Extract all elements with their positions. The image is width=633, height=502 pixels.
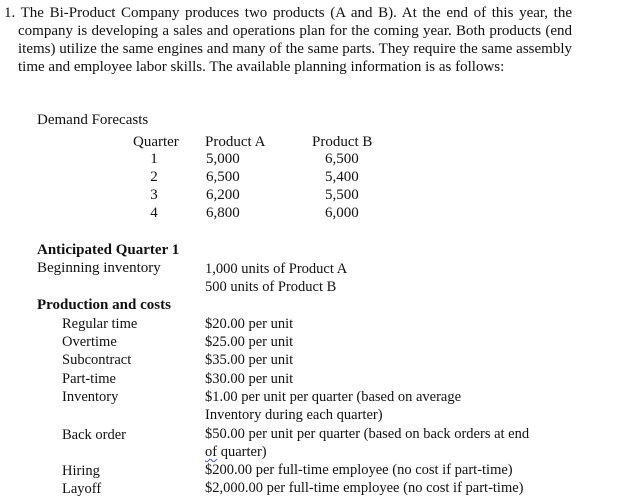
product-a-cell: 6,800 xyxy=(206,205,240,221)
cost-value-continued-text: quarter) xyxy=(217,444,267,460)
cost-value: $25.00 per unit xyxy=(205,334,294,350)
costs-title: Production and costs xyxy=(37,297,171,313)
quarter-cell: 2 xyxy=(150,169,158,185)
cost-label: Part-time xyxy=(62,371,116,387)
cost-label: Subcontract xyxy=(62,352,132,368)
product-b-header: Product B xyxy=(312,134,373,150)
cost-value: $35.00 per unit xyxy=(205,352,294,368)
cost-label: Hiring xyxy=(62,463,100,479)
inventory-value-a: 1,000 units of Product A xyxy=(205,261,348,277)
cost-value: $1.00 per unit per quarter (based on average xyxy=(205,389,462,405)
quarter-cell: 4 xyxy=(150,205,158,221)
product-b-cell: 5,500 xyxy=(325,187,359,203)
inventory-title: Anticipated Quarter 1 xyxy=(37,242,180,258)
cost-label: Overtime xyxy=(62,334,117,350)
quarter-cell: 1 xyxy=(150,151,158,167)
quarter-cell: 3 xyxy=(150,187,158,203)
cost-value-continued: Inventory during each quarter) xyxy=(205,407,383,423)
product-b-cell: 6,500 xyxy=(325,151,359,167)
problem-intro xyxy=(4,4,572,76)
cost-value: $50.00 per unit per quarter (based on back orders at end xyxy=(205,426,530,442)
product-a-cell: 5,000 xyxy=(206,151,240,167)
cost-label: Inventory xyxy=(62,389,119,405)
cost-value-continued xyxy=(205,444,267,461)
cost-label: Regular time xyxy=(62,316,138,332)
product-a-cell: 6,200 xyxy=(206,187,240,203)
cost-label: Layoff xyxy=(62,481,102,497)
demand-title: Demand Forecasts xyxy=(37,112,149,128)
cost-value: $2,000.00 per full-time employee (no cost if part-time) xyxy=(205,480,524,496)
product-b-cell: 6,000 xyxy=(325,205,359,221)
product-a-header-text: Product A xyxy=(205,134,266,150)
cost-value: $200.00 per full-time employee (no cost if part-time) xyxy=(205,462,513,478)
product-b-cell: 5,400 xyxy=(325,169,359,185)
inventory-value-b: 500 units of Product B xyxy=(205,279,337,295)
cost-label: Back order xyxy=(62,427,127,443)
inventory-label: Beginning inventory xyxy=(37,260,161,276)
product-a-header xyxy=(205,134,265,151)
quarter-header: Quarter xyxy=(133,134,179,150)
spellcheck-word: of xyxy=(205,444,218,460)
cost-value: $30.00 per unit xyxy=(205,371,294,387)
cost-value: $20.00 per unit xyxy=(205,316,294,332)
product-a-cell: 6,500 xyxy=(206,169,240,185)
problem-intro-text: 1. The Bi-Product Company produces two products (A and B). At the end of this year, the company is developing a sales and operations plan for the coming year. Both products (end items) utilize the same engines and many of the same parts. They require the same assembly time and employee labor skills. The available planning information is as follows: xyxy=(4,5,572,75)
